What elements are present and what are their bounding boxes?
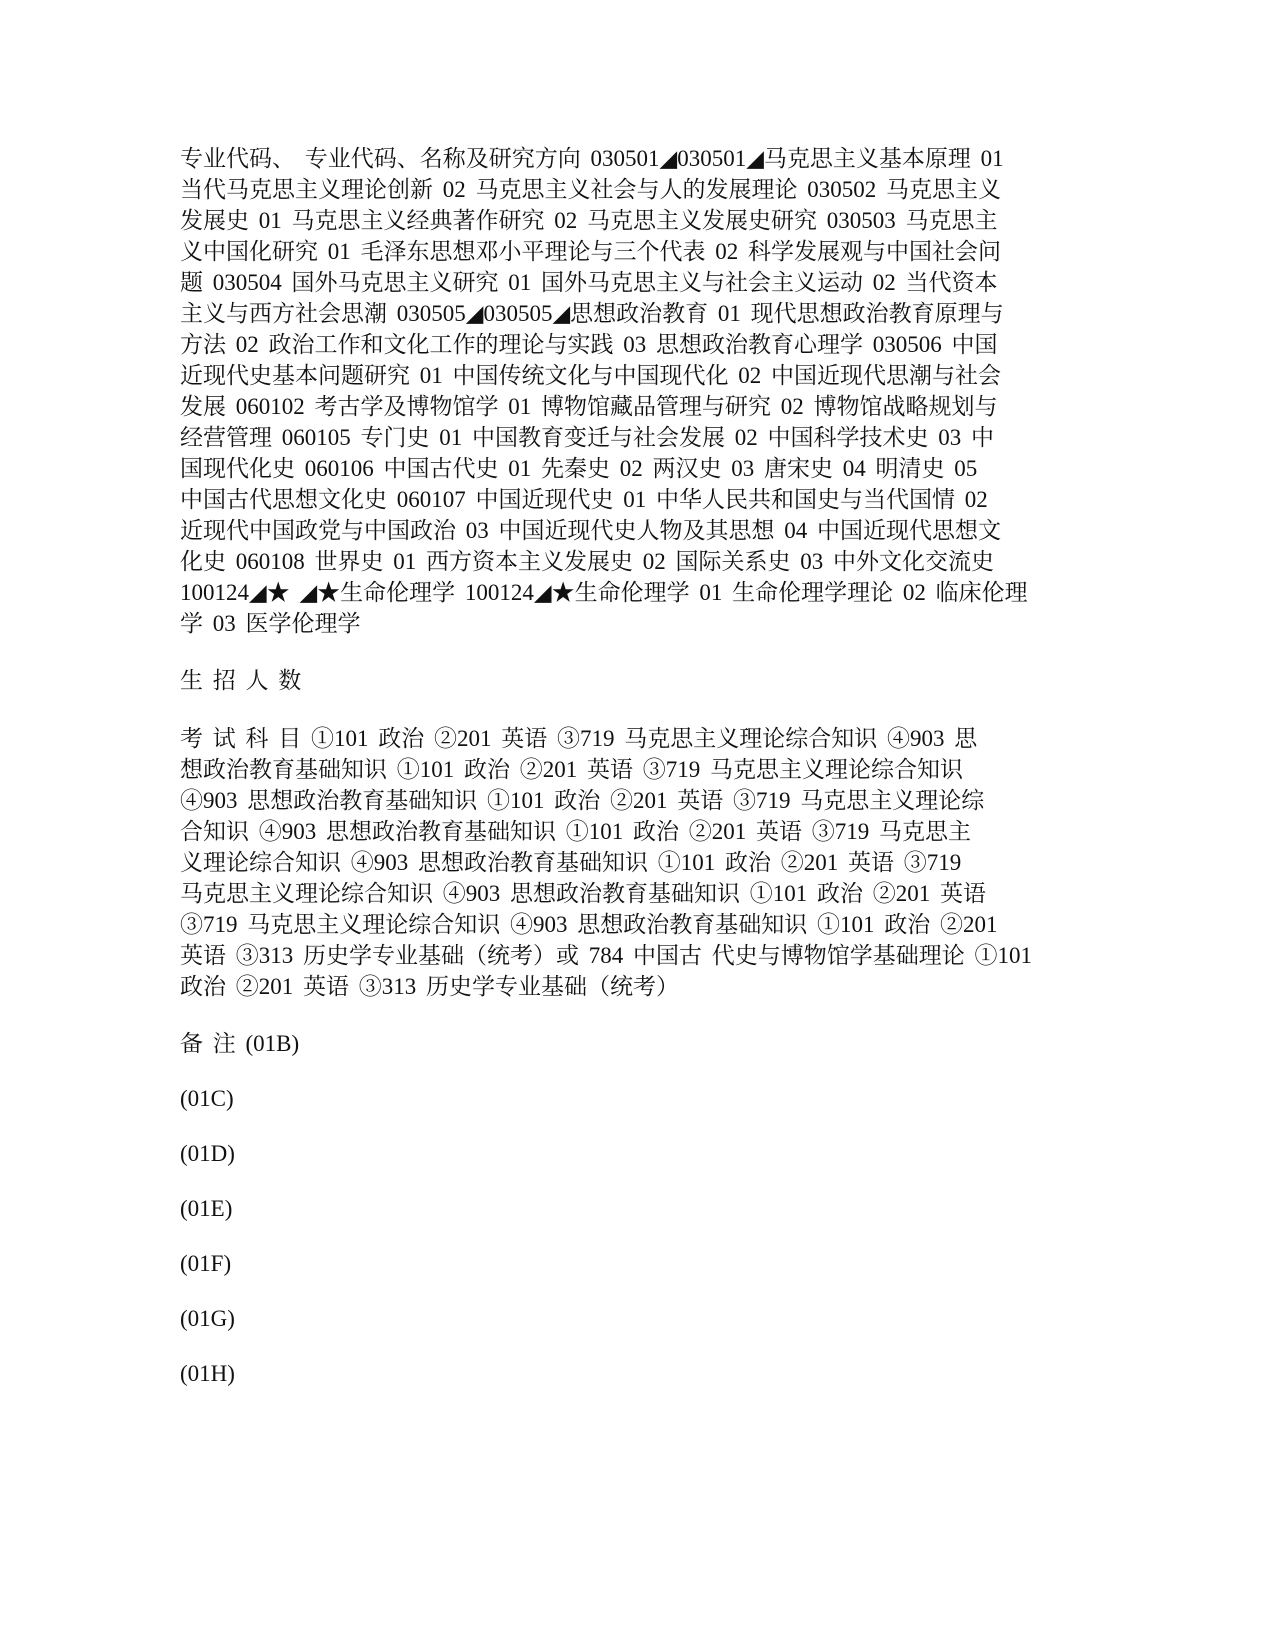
remark-line: 备 注 (01B) [180,1031,300,1056]
remarks-paragraph [180,1028,1080,1059]
majors-line: 经营管理 060105 专门史 01 中国教育变迁与社会发展 02 中国科学技术史 03 中 [180,425,994,450]
exam-line: 想政治教育基础知识 ①101 政治 ②201 英语 ③719 马克思主义理论综合知识 [180,757,963,782]
majors-line: 专业代码、 专业代码、名称及研究方向 030501◢030501◢马克思主义基本原理 01 [180,146,1004,171]
exam-line: 政治 ②201 英语 ③313 历史学专业基础（统考） [180,974,679,999]
remarks-paragraph [180,1083,1080,1114]
majors-line: 学 03 医学伦理学 [180,611,361,636]
exam-line: 考 试 科 目 ①101 政治 ②201 英语 ③719 马克思主义理论综合知识 ④903 思 [180,726,978,751]
majors-line: 发展 060102 考古学及博物馆学 01 博物馆藏品管理与研究 02 博物馆战略规划与 [180,394,998,419]
enrollment-paragraph [180,665,1080,696]
remark-line: (01H) [180,1361,235,1386]
remark-line: (01F) [180,1251,232,1276]
remarks-paragraph [180,1248,1080,1279]
majors-line: 义中国化研究 01 毛泽东思想邓小平理论与三个代表 02 科学发展观与中国社会问 [180,239,1001,264]
majors-paragraph [180,143,1080,639]
remark-line: (01D) [180,1141,235,1166]
majors-line: 方法 02 政治工作和文化工作的理论与实践 03 思想政治教育心理学 030506 中国 [180,332,998,357]
remark-line: (01E) [180,1196,233,1221]
majors-line: 中国古代思想文化史 060107 中国近现代史 01 中华人民共和国史与当代国情 02 [180,487,988,512]
remarks-paragraph [180,1193,1080,1224]
document-body [180,143,1080,1389]
exam-line: 义理论综合知识 ④903 思想政治教育基础知识 ①101 政治 ②201 英语 ③719 [180,850,962,875]
exam-subjects-paragraph [180,723,1080,1002]
majors-line: 国现代化史 060106 中国古代史 01 先秦史 02 两汉史 03 唐宋史 04 明清史 05 [180,456,978,481]
enrollment-heading: 生 招 人 数 [180,668,302,693]
remarks-paragraph [180,1303,1080,1334]
majors-line: 近现代史基本问题研究 01 中国传统文化与中国现代化 02 中国近现代思潮与社会 [180,363,1001,388]
exam-line: 马克思主义理论综合知识 ④903 思想政治教育基础知识 ①101 政治 ②201 英语 [180,881,986,906]
remark-line: (01G) [180,1306,235,1331]
exam-line: 合知识 ④903 思想政治教育基础知识 ①101 政治 ②201 英语 ③719 马克思主 [180,819,971,844]
majors-line: 近现代中国政党与中国政治 03 中国近现代史人物及其思想 04 中国近现代思想文 [180,518,1001,543]
majors-line: 化史 060108 世界史 01 西方资本主义发展史 02 国际关系史 03 中外文化交流史 [180,549,994,574]
remarks-paragraph [180,1138,1080,1169]
exam-line: ④903 思想政治教育基础知识 ①101 政治 ②201 英语 ③719 马克思主义理论综 [180,788,985,813]
majors-line: 100124◢★ ◢★生命伦理学 100124◢★生命伦理学 01 生命伦理学理论 02 临床伦理 [180,580,1028,605]
exam-line: 英语 ③313 历史学专业基础（统考）或 784 中国古 代史与博物馆学基础理论 ①101 [180,943,1032,968]
majors-line: 发展史 01 马克思主义经典著作研究 02 马克思主义发展史研究 030503 马克思主 [180,208,998,233]
remarks-paragraph [180,1358,1080,1389]
majors-line: 主义与西方社会思潮 030505◢030505◢思想政治教育 01 现代思想政治教育原理与 [180,301,1004,326]
remark-line: (01C) [180,1086,234,1111]
exam-line: ③719 马克思主义理论综合知识 ④903 思想政治教育基础知识 ①101 政治 ②201 [180,912,998,937]
majors-line: 题 030504 国外马克思主义研究 01 国外马克思主义与社会主义运动 02 当代资本 [180,270,998,295]
majors-line: 当代马克思主义理论创新 02 马克思主义社会与人的发展理论 030502 马克思主义 [180,177,1001,202]
